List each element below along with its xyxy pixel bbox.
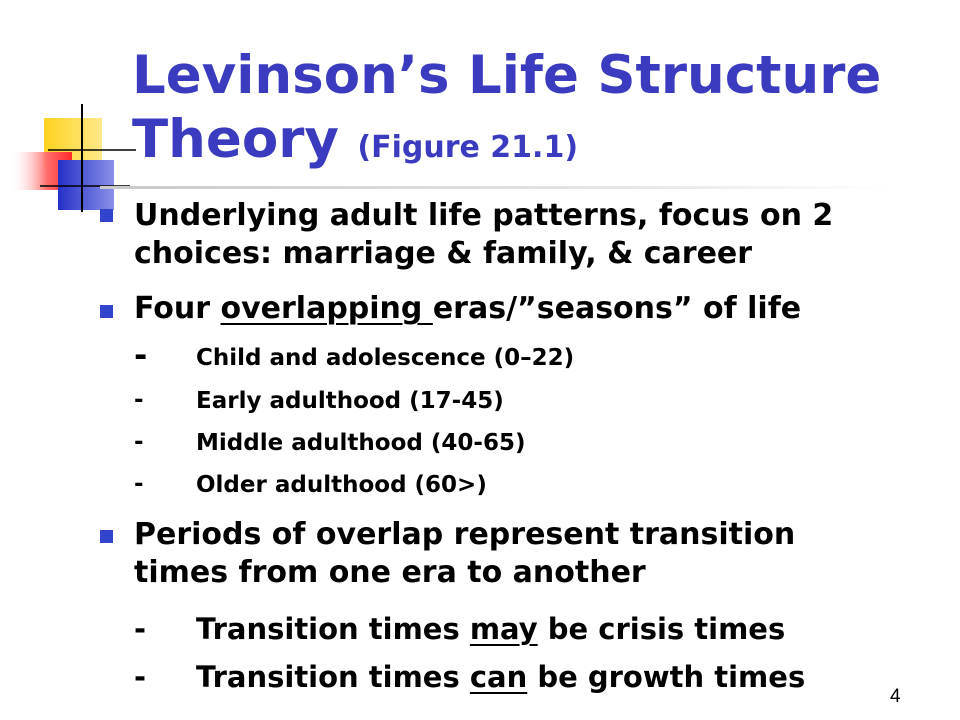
era-item: Child and adolescence (0–22) <box>196 345 575 371</box>
era-item: Middle adulthood (40-65) <box>196 430 526 456</box>
transition-text: be crisis times <box>537 612 786 646</box>
transition-item <box>196 659 805 695</box>
slide-number: 4 <box>890 686 901 707</box>
bullet-2-suffix: eras/”seasons” of life <box>432 291 802 326</box>
transition-text: Transition times <box>196 660 470 694</box>
title-divider <box>100 186 890 189</box>
transition-text: Transition times <box>196 612 470 646</box>
transition-dash: - <box>134 660 147 694</box>
bullet-marker <box>100 209 113 222</box>
title-figure-ref: (Figure 21.1) <box>357 130 579 165</box>
bullet-1-line-2: choices: marriage & family, & career <box>134 236 753 271</box>
era-dash: - <box>134 471 144 497</box>
bullet-1-line-1: Underlying adult life patterns, focus on 2 <box>134 198 834 233</box>
bullet-3-line-2: times from one era to another <box>134 555 646 590</box>
bullet-marker <box>100 530 113 543</box>
transition-text: be growth times <box>527 660 806 694</box>
era-dash: - <box>134 429 144 455</box>
bullet-2-prefix: Four <box>134 291 221 326</box>
bullet-3-line-1: Periods of overlap represent transition <box>134 517 796 552</box>
bullet-marker <box>100 305 113 318</box>
transition-dash: - <box>134 612 147 646</box>
slide-title <box>132 44 932 180</box>
transition-emphasis: can <box>469 660 528 694</box>
era-item: Older adulthood (60>) <box>196 472 487 498</box>
bullet-2-text <box>134 291 801 327</box>
title-main: Levinson’s Life Structure Theory <box>132 45 882 170</box>
era-dash: - <box>134 336 148 374</box>
transition-emphasis: may <box>469 612 538 646</box>
transition-item <box>196 611 785 647</box>
bullet-2-underlined: overlapping <box>220 291 433 326</box>
era-dash: - <box>134 387 144 413</box>
era-item: Early adulthood (17-45) <box>196 388 504 414</box>
